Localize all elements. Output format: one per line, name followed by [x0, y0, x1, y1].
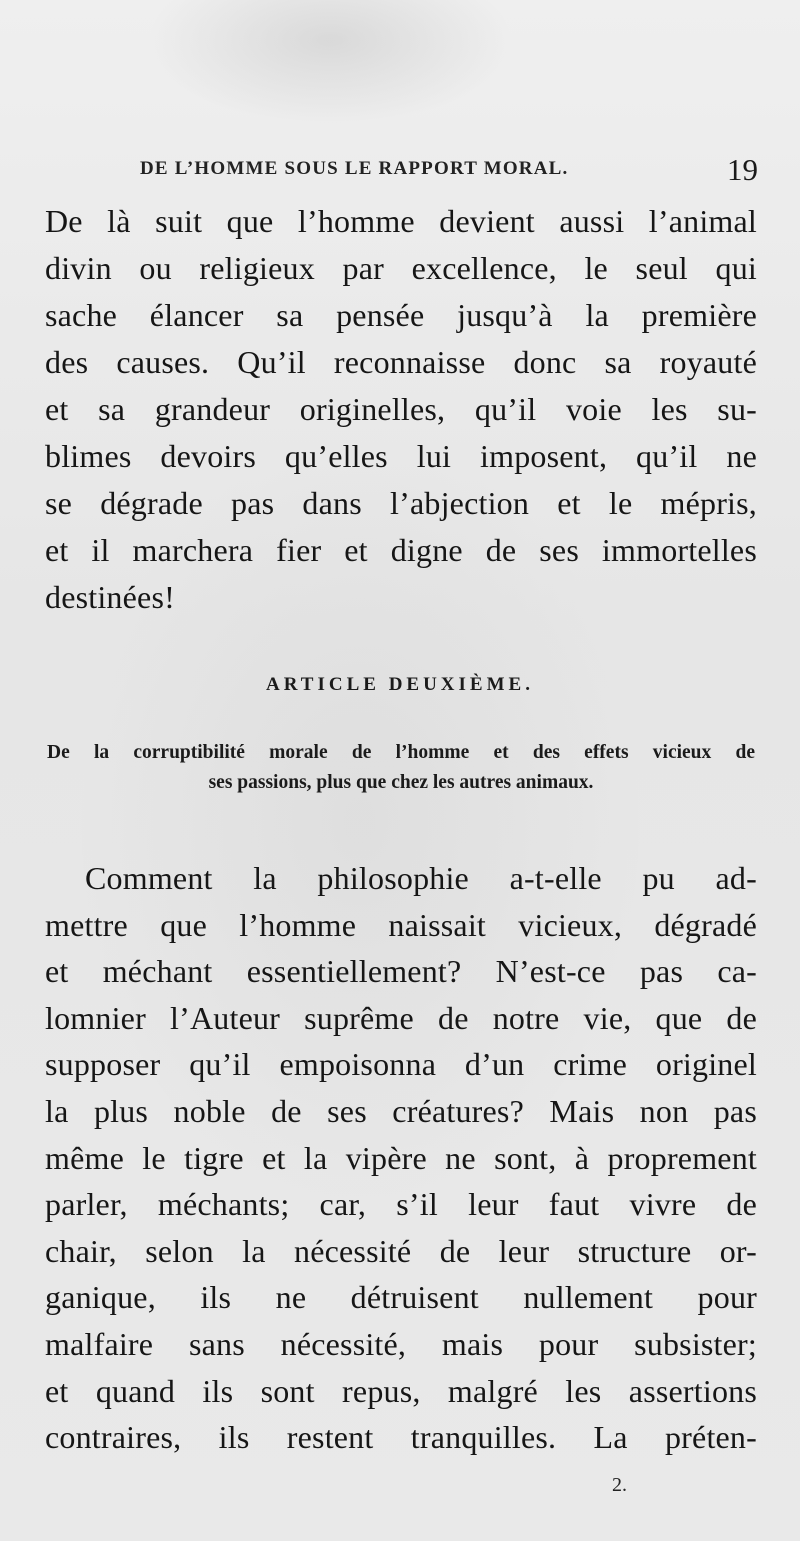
text-line: chair, selon la nécessité de leur structure or-	[45, 1232, 757, 1269]
paragraph-1	[45, 198, 757, 621]
text-line: malfaire sans nécessité, mais pour subsister;	[45, 1325, 757, 1362]
signature-mark: 2.	[612, 1474, 627, 1496]
text-line: supposer qu’il empoisonna d’un crime originel	[45, 1046, 757, 1083]
subtitle-line: ses passions, plus que chez les autres animaux.	[208, 772, 594, 793]
text-line: même le tigre et la vipère ne sont, à proprement	[45, 1139, 757, 1176]
page-header	[140, 152, 758, 192]
text-line: blimes devoirs qu’elles lui imposent, qu’il ne	[45, 438, 757, 474]
text-line: divin ou religieux par excellence, le seul qui	[45, 250, 757, 286]
text-line: parler, méchants; car, s’il leur faut vivre de	[45, 1186, 757, 1223]
article-heading: ARTICLE DEUXIÈME.	[266, 674, 534, 695]
page-number: 19	[727, 152, 758, 187]
text-line: se dégrade pas dans l’abjection et le mépris,	[45, 485, 757, 521]
text-line: sache élancer sa pensée jusqu’à la première	[45, 297, 757, 333]
text-line: contraires, ils restent tranquilles. La préten-	[45, 1419, 757, 1456]
text-line: Comment la philosophie a-t-elle pu ad-	[85, 860, 757, 896]
text-line: et quand ils sont repus, malgré les assertions	[45, 1372, 757, 1409]
text-line: et sa grandeur originelles, qu’il voie les su-	[45, 391, 757, 427]
text-line: ganique, ils ne détruisent nullement pour	[45, 1279, 757, 1316]
text-line: lomnier l’Auteur suprême de notre vie, que de	[45, 999, 757, 1036]
paragraph-2	[45, 855, 757, 1461]
text-line: De là suit que l’homme devient aussi l’animal	[45, 203, 757, 239]
article-subtitle	[47, 738, 755, 798]
text-line: la plus noble de ses créatures? Mais non pas	[45, 1092, 757, 1129]
text-line: des causes. Qu’il reconnaisse donc sa royauté	[45, 344, 757, 380]
running-title: DE L’HOMME SOUS LE RAPPORT MORAL.	[140, 158, 569, 179]
text-line: destinées!	[45, 579, 175, 615]
subtitle-line: De la corruptibilité morale de l’homme et des effets vicieux de	[47, 742, 755, 763]
text-line: mettre que l’homme naissait vicieux, dégradé	[45, 906, 757, 943]
text-line: et méchant essentiellement? N’est-ce pas ca-	[45, 953, 757, 990]
text-line: et il marchera fier et digne de ses immortelles	[45, 532, 757, 568]
